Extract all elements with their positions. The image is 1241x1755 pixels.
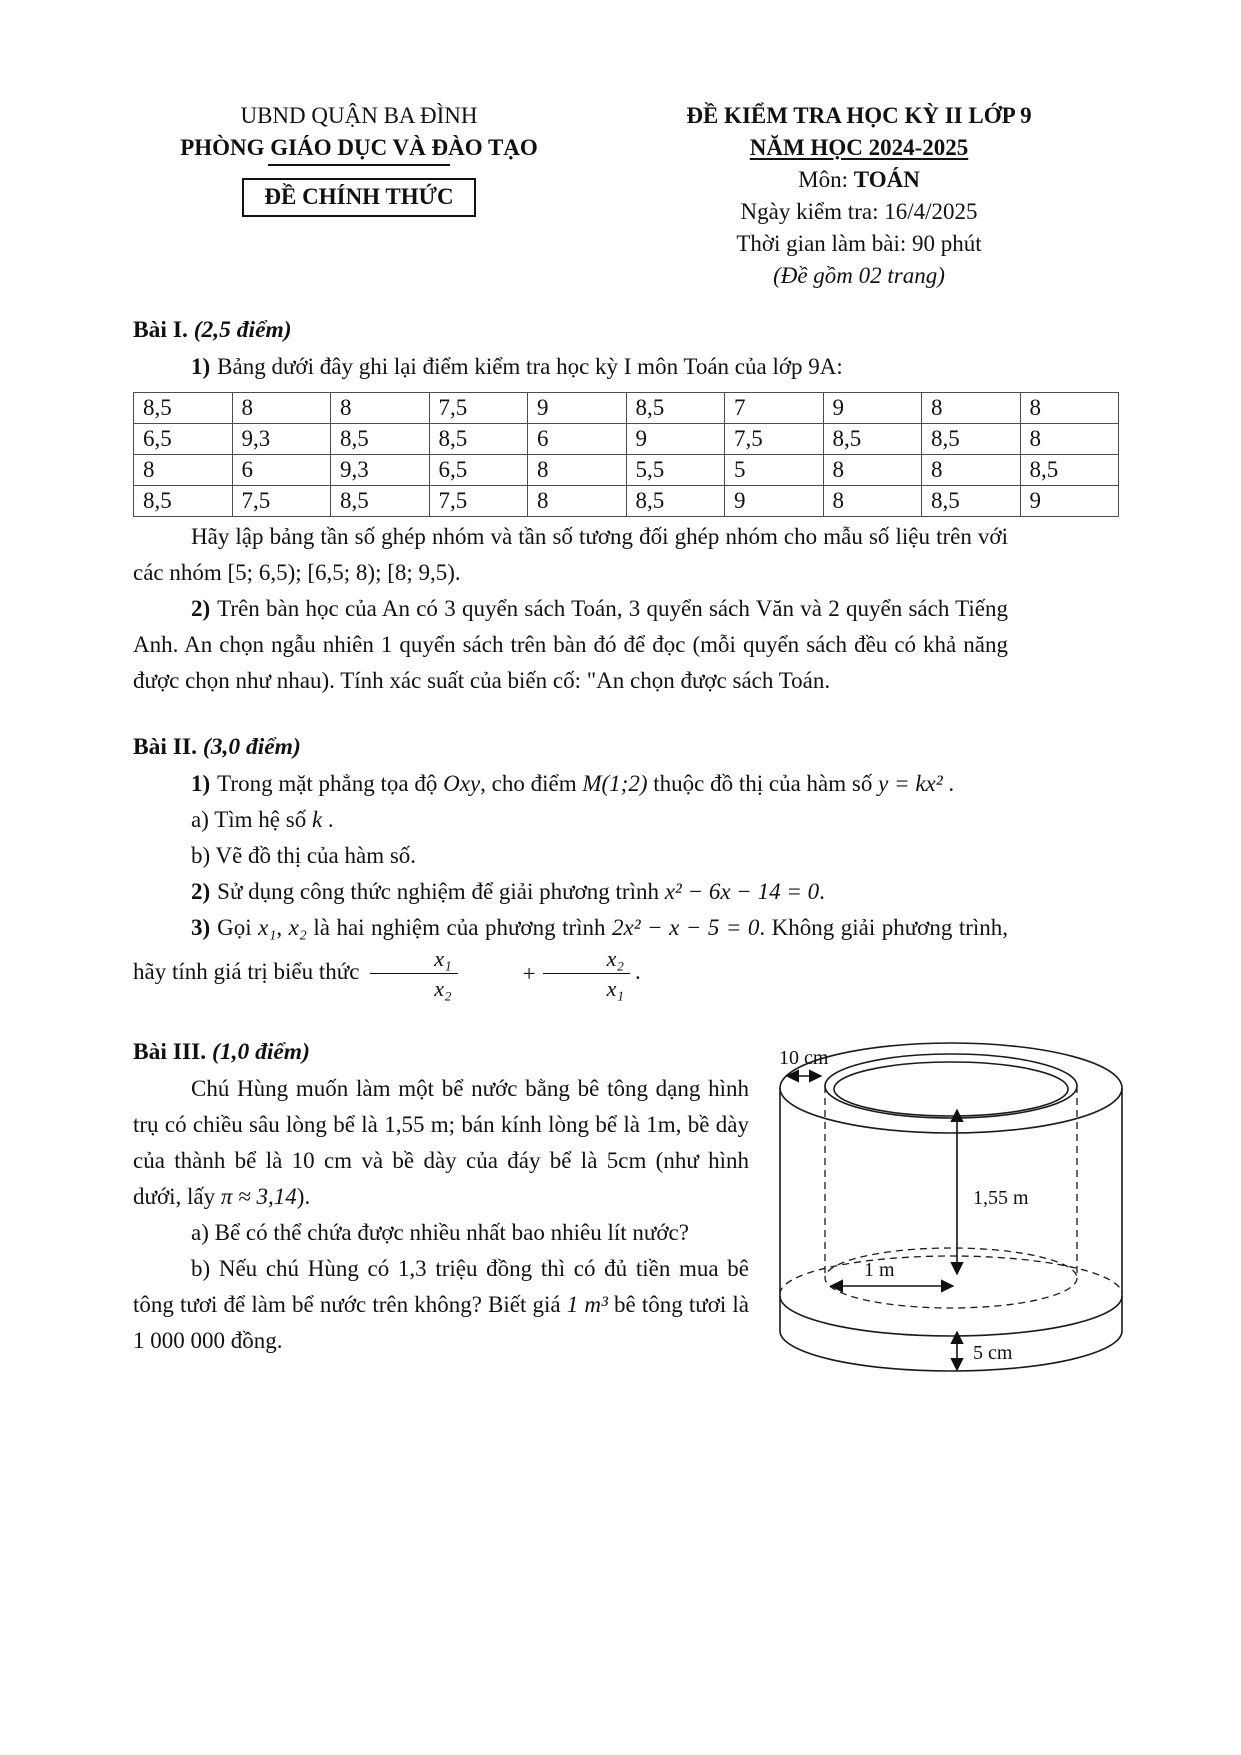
pages-note: (Đề gồm 02 trang) xyxy=(773,263,945,288)
score-cell: 8,5 xyxy=(626,486,725,517)
score-cell: 6,5 xyxy=(429,455,528,486)
subject-value: TOÁN xyxy=(853,167,920,192)
outer-top-ellipse xyxy=(780,1043,1122,1133)
score-cell: 9 xyxy=(528,393,627,424)
score-cell: 5 xyxy=(725,455,824,486)
bai2-q3-period: . xyxy=(635,959,641,985)
bai1-q2 xyxy=(133,591,1008,699)
bai2-q1-text2: , cho điểm xyxy=(480,771,583,796)
base-bottom-front-arc xyxy=(780,1331,1122,1371)
score-cell: 9,3 xyxy=(232,424,331,455)
bai1-points: (2,5 điểm) xyxy=(193,317,292,343)
dim-depth-label: 1,55 m xyxy=(973,1186,1029,1209)
score-cell: 7 xyxy=(725,393,824,424)
exam-duration: Thời gian làm bài: 90 phút xyxy=(736,231,982,256)
bai1-q2-label: 2) xyxy=(191,596,211,621)
math-cubic-meter: 1 m³ xyxy=(566,1291,608,1317)
bai1-q2-text: Trên bàn học của An có 3 quyển sách Toán, 3 quyển sách Văn và 2 quyển sách Tiếng Anh. An chọn ngẫu nhiên 1 quyển sách trên bàn đó để đọc (mỗi quyển sách đều có khả năng được chọn như nhau). Tính xác suất của biến cố: "An chọn được sách Toán. xyxy=(133,596,1008,693)
score-cell: 9 xyxy=(1020,486,1119,517)
math-function: y = kx² xyxy=(878,771,943,796)
bai2-q1a-period: . xyxy=(322,807,334,832)
score-cell: 9 xyxy=(626,424,725,455)
bai2-q2 xyxy=(133,874,1008,910)
bai2-title-label: Bài II. xyxy=(133,734,197,760)
school-year: NĂM HỌC 2024-2025 xyxy=(749,135,969,160)
bai2-q3-text1: Gọi xyxy=(217,915,259,940)
section-bai-3 xyxy=(133,1034,1029,1384)
math-x2: x₂ xyxy=(288,915,307,940)
bai2-q2-text: Sử dụng công thức nghiệm để giải phương trình xyxy=(217,879,665,904)
issuer-line2: PHÒNG GIÁO DỤC VÀ ĐÀO TẠO xyxy=(180,135,538,160)
official-exam-box: ĐỀ CHÍNH THỨC xyxy=(242,178,475,217)
tank-bottom-back-arc-dashed xyxy=(780,1256,1122,1294)
score-cell: 7,5 xyxy=(429,486,528,517)
fraction-x2-x1 xyxy=(543,946,630,1002)
bai3-intro-text1: Chú Hùng muốn làm một bể nước bằng bê tông dạng hình trụ có chiều sâu lòng bể là 1,55 m; bán kính lòng bể là 1m, bề dày của thành bể là 10 cm và bề dày của đáy bể là 5cm (như hình dưới, lấy xyxy=(133,1075,749,1209)
bai2-q1a xyxy=(133,802,1008,838)
bai3-qb-text2: bê tông tươi là 1 000 000 đồng. xyxy=(133,1291,749,1353)
exam-title: ĐỀ KIỂM TRA HỌC KỲ II LỚP 9 xyxy=(686,103,1032,128)
math-equation1: x² − 6x − 14 = 0 xyxy=(664,879,820,904)
score-cell: 8 xyxy=(134,455,233,486)
score-cell: 8 xyxy=(331,393,430,424)
bai3-title-label: Bài III. xyxy=(133,1038,207,1065)
score-cell: 9 xyxy=(823,393,922,424)
section-bai-1 xyxy=(133,312,1059,699)
bai2-q1b-text: b) Vẽ đồ thị của hàm số. xyxy=(191,843,417,868)
bai3-points: (1,0 điểm) xyxy=(212,1038,310,1065)
math-equation2: 2x² − x − 5 = 0 xyxy=(612,915,760,940)
bai1-q1-instruction xyxy=(133,519,1008,591)
table-row xyxy=(134,393,1119,424)
bai2-q2-period: . xyxy=(819,879,825,904)
score-cell: 8 xyxy=(528,455,627,486)
score-cell: 6,5 xyxy=(134,424,233,455)
inner-top-ellipse xyxy=(825,1054,1077,1118)
bai1-groups-notation: [5; 6,5); [6,5; 8); [8; 9,5) xyxy=(227,560,455,585)
bai2-q2-label: 2) xyxy=(191,879,211,904)
dim-wall-thickness-label: 10 cm xyxy=(779,1046,829,1069)
bai1-q1-label: 1) xyxy=(191,354,211,379)
score-cell: 8 xyxy=(232,393,331,424)
bai2-q1b xyxy=(133,838,1008,874)
math-k: k xyxy=(311,807,323,832)
fraction-x1-x2 xyxy=(370,946,457,1002)
table-row xyxy=(134,455,1119,486)
dim-base-thickness-label: 5 cm xyxy=(973,1341,1013,1364)
bai2-q1-text3: thuộc đồ thị của hàm số xyxy=(647,771,879,796)
fraction2-denominator: x₁ xyxy=(606,976,625,1002)
bai1-instruction-period: . xyxy=(454,560,461,585)
score-cell: 8 xyxy=(1020,424,1119,455)
math-oxy: Oxy xyxy=(443,771,481,796)
bai3-qa-text: a) Bể có thể chứa được nhiều nhất bao nhiêu lít nước? xyxy=(191,1219,689,1245)
bai2-q1 xyxy=(133,766,1008,802)
math-point-m: M(1;2) xyxy=(582,771,648,796)
fraction1-denominator: x₂ xyxy=(434,976,452,1002)
exam-info-block xyxy=(585,100,1133,292)
inner-rim-ellipse xyxy=(834,1062,1068,1116)
header xyxy=(133,100,1133,292)
bai2-q1a-text: a) Tìm hệ số xyxy=(191,807,312,832)
score-table-body xyxy=(134,393,1119,517)
bai2-q3 xyxy=(133,910,1008,1002)
table-row xyxy=(134,486,1119,517)
bai1-title-label: Bài I. xyxy=(133,317,188,343)
score-cell: 8,5 xyxy=(429,424,528,455)
bai1-instruction-text: Hãy lập bảng tần số ghép nhóm và tần số tương đối ghép nhóm cho mẫu số liệu trên với các nhóm xyxy=(133,524,1008,585)
score-cell: 9,3 xyxy=(331,455,430,486)
bai1-title xyxy=(133,312,1008,349)
score-cell: 8 xyxy=(922,393,1021,424)
fraction1-numerator: x₁ xyxy=(370,946,457,974)
bai3-intro-text2: ). xyxy=(296,1183,311,1209)
score-cell: 8,5 xyxy=(331,424,430,455)
bai3-qb-text1: b) Nếu chú Hùng có 1,3 triệu đồng thì có đủ tiền mua bê tông tươi để làm bể nước trên không? Biết giá xyxy=(133,1255,749,1317)
bai1-q1-text: Bảng dưới đây ghi lại điểm kiểm tra học kỳ I môn Toán của lớp 9A: xyxy=(217,354,843,379)
plus-sign: + xyxy=(522,960,536,986)
bai2-q3-comma: , xyxy=(276,915,289,940)
exam-date: Ngày kiểm tra: 16/4/2025 xyxy=(740,199,978,224)
score-cell: 8,5 xyxy=(134,486,233,517)
dim-inner-radius-label: 1 m xyxy=(864,1258,895,1281)
bai2-q1-label: 1) xyxy=(191,771,211,796)
bai1-q1 xyxy=(133,349,1008,385)
inner-floor-ellipse-dashed xyxy=(825,1248,1077,1308)
bai2-title xyxy=(133,729,1008,766)
score-cell: 7,5 xyxy=(232,486,331,517)
score-cell: 9 xyxy=(725,486,824,517)
score-cell: 6 xyxy=(528,424,627,455)
score-table xyxy=(133,392,1119,517)
subject-label: Môn: xyxy=(798,167,854,192)
bai2-q1-text1: Trong mặt phẳng tọa độ xyxy=(217,771,444,796)
score-cell: 8,5 xyxy=(922,486,1021,517)
table-row xyxy=(134,424,1119,455)
math-pi-approx: π ≈ 3,14 xyxy=(220,1183,297,1209)
bai2-q3-text3: . Không giải phương trình, hãy tính giá trị biểu thức xyxy=(133,915,1009,985)
bai2-q1-period: . xyxy=(942,771,955,796)
score-cell: 7,5 xyxy=(725,424,824,455)
score-cell: 8 xyxy=(823,455,922,486)
score-cell: 8,5 xyxy=(331,486,430,517)
score-cell: 8,5 xyxy=(626,393,725,424)
section-bai-2 xyxy=(133,729,1008,1002)
score-cell: 6 xyxy=(232,455,331,486)
score-cell: 8,5 xyxy=(1020,455,1119,486)
cylinder-drawing xyxy=(761,1026,1136,1378)
score-cell: 8 xyxy=(922,455,1021,486)
issuer-line1: UBND QUẬN BA ĐÌNH xyxy=(240,103,478,128)
score-cell: 8 xyxy=(823,486,922,517)
bai2-points: (3,0 điểm) xyxy=(202,734,301,760)
score-cell: 8 xyxy=(1020,393,1119,424)
score-cell: 5,5 xyxy=(626,455,725,486)
issuer-block xyxy=(133,100,585,292)
bai2-q3-text2: là hai nghiệm của phương trình xyxy=(306,915,613,940)
score-cell: 8,5 xyxy=(823,424,922,455)
score-cell: 8 xyxy=(528,486,627,517)
score-cell: 7,5 xyxy=(429,393,528,424)
math-x1: x₁ xyxy=(258,915,277,940)
tank-bottom-front-arc xyxy=(780,1296,1122,1336)
score-cell: 8,5 xyxy=(922,424,1021,455)
bai2-q3-label: 3) xyxy=(191,915,211,940)
cylinder-figure xyxy=(761,1026,1136,1378)
subject-line xyxy=(585,164,1133,196)
score-cell: 8,5 xyxy=(134,393,233,424)
fraction2-numerator: x₂ xyxy=(543,946,630,974)
